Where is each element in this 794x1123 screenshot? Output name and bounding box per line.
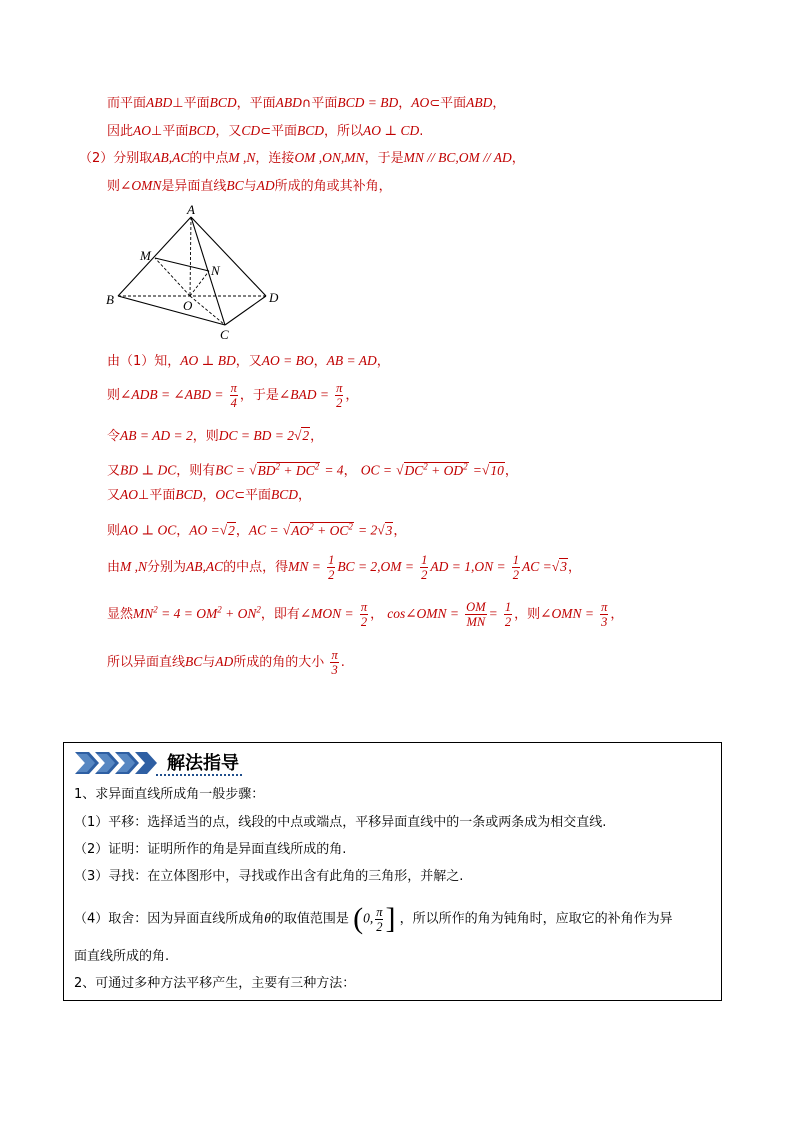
label-a: A bbox=[187, 202, 195, 217]
label-d: D bbox=[269, 290, 279, 305]
solution-line-4: 则∠OMN是异面直线BC与AD所成的角或其补角， bbox=[107, 178, 392, 194]
guide-title: 解法指导 bbox=[167, 753, 239, 774]
guide-item-3: （2）证明：证明所作的角是异面直线所成的角. bbox=[74, 842, 347, 857]
solution-line-8: 又BD ⊥ DC，则有BC = $√BD^2 + DC^2 = 4$， OC = $√DC^2 + OD^2 =√10$， bbox=[107, 461, 518, 479]
solution-line-6: 则∠ADB = ∠ABD = $\frac{\pi}{4}$ ，于是∠BAD = $\frac{\pi}{2}$ ， bbox=[107, 381, 359, 410]
segment-ao bbox=[190, 217, 191, 296]
guide-item-1: 1、求异面直线所成角一般步骤： bbox=[74, 787, 265, 802]
guide-item-6: 2、可通过多种方法平移产生，主要有三种方法： bbox=[74, 976, 356, 991]
solution-line-3: （2）分别取AB,AC的中点M ,N，连接OM ,ON,MN，于是MN // BC,OM // AD， bbox=[79, 150, 525, 166]
label-c: C bbox=[220, 327, 229, 342]
guide-title-underline bbox=[156, 774, 242, 776]
solution-line-1: 而平面ABD⊥平面BCD，平面ABD∩平面BCD = BD，AO⊂平面ABD， bbox=[107, 95, 506, 111]
solution-line-7: 令AB = AD = 2，则DC = BD = 2√2， bbox=[107, 428, 324, 444]
edge-ab bbox=[118, 217, 191, 296]
guide-item-2: （1）平移：选择适当的点，线段的中点或端点，平移异面直线中的一条或两条成为相交直线. bbox=[74, 815, 607, 830]
label-m: M bbox=[140, 248, 151, 263]
chevron-banner-icon bbox=[75, 752, 157, 774]
solution-line-12: 显然$MN^2 = 4 = OM^2 + ON^2$，即有∠MON = $\frac{\pi}{2}$ ， cos∠OMN = $\frac{OM}{MN}$ = $\frac{1}{2}$ ，则∠OMN = $\frac{\pi}{3}$ ， bbox=[107, 600, 624, 629]
guide-item-5-cont: 面直线所成的角. bbox=[74, 949, 170, 964]
guide-item-5: （4）取舍：因为异面直线所成角θ的取值范围是 (0, $\frac{\pi}{2}$ ] ，所以所作的角为钝角时，应取它的补角作为异 bbox=[74, 902, 673, 935]
segment-on bbox=[190, 271, 209, 296]
label-n: N bbox=[211, 263, 220, 278]
solution-line-9: 又AO⊥平面BCD，OC⊂平面BCD， bbox=[107, 487, 312, 503]
solution-line-13: 所以异面直线BC与AD所成的角的大小 $\frac{\pi}{3}$ . bbox=[107, 648, 345, 677]
label-o: O bbox=[183, 298, 193, 313]
edge-ad bbox=[191, 217, 266, 296]
pyramid-figure bbox=[100, 200, 290, 345]
edge-bc bbox=[118, 296, 225, 325]
segment-om bbox=[155, 258, 190, 296]
label-b: B bbox=[106, 292, 114, 307]
solution-line-11: 由M ,N分别为AB,AC的中点，得MN = $\frac{1}{2}$ BC = 2,OM = $\frac{1}{2}$ AD = 1,ON = $\frac{1}{2}$ AC =√3， bbox=[107, 553, 581, 582]
solution-line-5: 由（1）知，AO ⊥ BD，又AO = BO，AB = AD， bbox=[107, 353, 390, 369]
guide-item-4: （3）寻找：在立体图形中，寻找或作出含有此角的三角形，并解之. bbox=[74, 869, 464, 884]
solution-line-10: 则AO ⊥ OC，AO =√2，AC = $√AO^2 + OC^2 = 2√3$， bbox=[107, 521, 407, 539]
segment-mn bbox=[155, 258, 209, 271]
edge-cd bbox=[225, 296, 266, 325]
solution-line-2: 因此AO⊥平面BCD，又CD⊂平面BCD，所以AO ⊥ CD. bbox=[107, 123, 424, 139]
